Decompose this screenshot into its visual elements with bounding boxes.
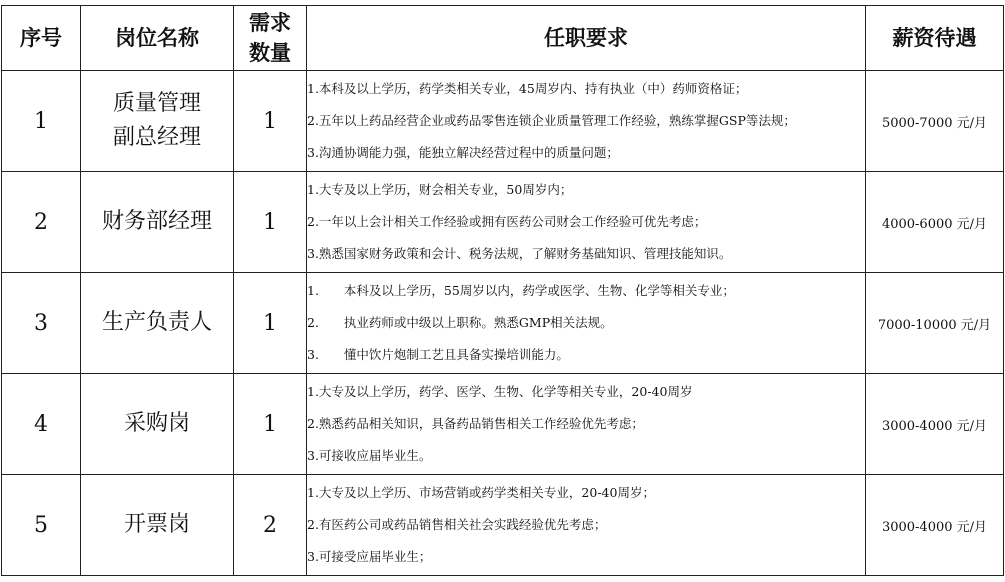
- requirement-line: 3.沟通协调能力强，能独立解决经营过程中的质量问题；: [307, 145, 619, 160]
- row-num: 1: [2, 71, 81, 172]
- requirement-line: 3.熟悉国家财务政策和会计、税务法规，了解财务基础知识、管理技能知识。: [307, 246, 732, 261]
- requirement-line: 3. 懂中饮片炮制工艺且具备实操培训能力。: [307, 347, 569, 362]
- requirement-line: 1. 本科及以上学历，55周岁以内，药学或医学、生物、化学等相关专业；: [307, 283, 735, 298]
- position-line: 生产负责人: [101, 310, 212, 335]
- header-qty-line1: 需求: [249, 10, 291, 35]
- row-requirements: [307, 475, 866, 576]
- table-row: [2, 71, 1004, 172]
- row-requirements: [307, 273, 866, 374]
- row-num: 2: [2, 172, 81, 273]
- table-row: [2, 273, 1004, 374]
- header-qty: [234, 6, 307, 71]
- row-position: [81, 273, 234, 374]
- position-line: 开票岗: [123, 512, 190, 537]
- position-line: 质量管理: [112, 91, 201, 116]
- row-salary: 5000-7000 元/月: [866, 71, 1004, 172]
- row-requirements: [307, 71, 866, 172]
- requirement-line: 1.大专及以上学历，药学、医学、生物、化学等相关专业，20-40周岁: [307, 384, 693, 399]
- table-row: [2, 374, 1004, 475]
- position-line: 财务部经理: [101, 209, 212, 234]
- recruitment-table: [1, 5, 1004, 576]
- position-line: 副总经理: [112, 125, 201, 150]
- row-requirements: [307, 374, 866, 475]
- header-salary: 薪资待遇: [866, 6, 1004, 71]
- row-position: [81, 71, 234, 172]
- header-qty-line2: 数量: [249, 40, 291, 65]
- row-qty: 2: [234, 475, 307, 576]
- header-row: [2, 6, 1004, 71]
- row-qty: 1: [234, 374, 307, 475]
- requirement-line: 1.本科及以上学历，药学类相关专业，45周岁内、持有执业（中）药师资格证；: [307, 81, 748, 96]
- requirement-line: 2. 执业药师或中级以上职称。熟悉GMP相关法规。: [307, 315, 613, 330]
- row-num: 4: [2, 374, 81, 475]
- row-salary: 4000-6000 元/月: [866, 172, 1004, 273]
- table-row: [2, 475, 1004, 576]
- row-requirements: [307, 172, 866, 273]
- row-position: [81, 475, 234, 576]
- row-salary: 7000-10000 元/月: [866, 273, 1004, 374]
- row-qty: 1: [234, 71, 307, 172]
- row-position: [81, 374, 234, 475]
- requirement-line: 2.五年以上药品经营企业或药品零售连锁企业质量管理工作经验，熟练掌握GSP等法规；: [307, 113, 796, 128]
- row-position: [81, 172, 234, 273]
- header-num: 序号: [2, 6, 81, 71]
- requirement-line: 3.可接收应届毕业生。: [307, 448, 432, 463]
- header-position: 岗位名称: [81, 6, 234, 71]
- requirement-line: 1.大专及以上学历，财会相关专业，50周岁内；: [307, 182, 573, 197]
- requirement-line: 2.熟悉药品相关知识，具备药品销售相关工作经验优先考虑；: [307, 416, 644, 431]
- row-qty: 1: [234, 273, 307, 374]
- requirement-line: 2.有医药公司或药品销售相关社会实践经验优先考虑；: [307, 517, 607, 532]
- row-qty: 1: [234, 172, 307, 273]
- header-requirements: 任职要求: [307, 6, 866, 71]
- row-num: 5: [2, 475, 81, 576]
- row-salary: 3000-4000 元/月: [866, 374, 1004, 475]
- table-row: [2, 172, 1004, 273]
- requirement-line: 3.可接受应届毕业生；: [307, 549, 432, 564]
- position-line: 采购岗: [123, 411, 190, 436]
- requirement-line: 2.一年以上会计相关工作经验或拥有医药公司财会工作经验可优先考虑；: [307, 214, 707, 229]
- requirement-line: 1.大专及以上学历、市场营销或药学类相关专业，20-40周岁；: [307, 485, 655, 500]
- row-salary: 3000-4000 元/月: [866, 475, 1004, 576]
- row-num: 3: [2, 273, 81, 374]
